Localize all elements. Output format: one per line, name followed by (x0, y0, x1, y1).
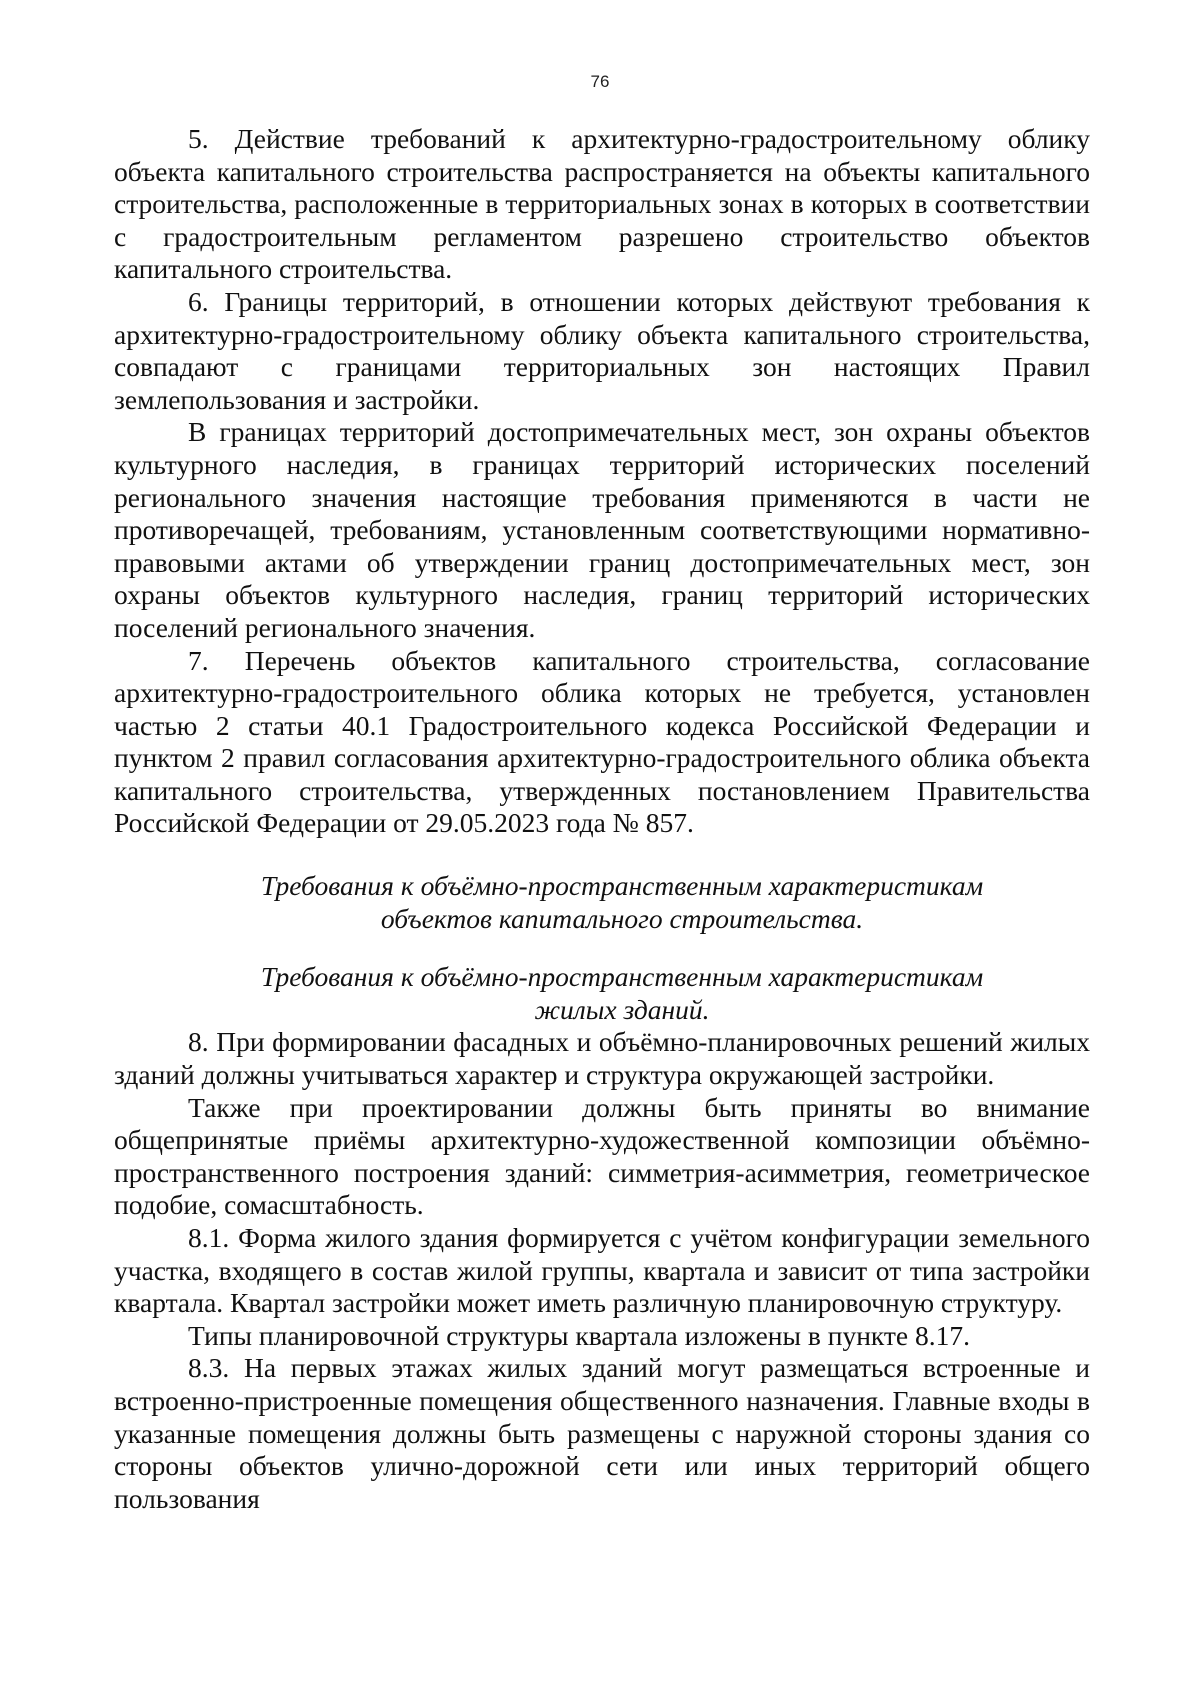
heading-line: объектов капитального строительства. (380, 902, 864, 934)
paragraph-8-1: 8.1. Форма жилого здания формируется с учётом конфигурации земельного участка, входящего в состав жилой группы, квартала и зависит от типа застройки квартала. Квартал застройки может иметь различную планировочную структуру. (114, 1222, 1090, 1319)
paragraph-8-3: 8.3. На первых этажах жилых зданий могут размещаться встроенные и встроенно-пристроенные помещения общественного назначения. Главные входы в указанные помещения должны быть размещены с наружной стороны здания со стороны объектов улично-дорожной сети или иных территорий общего пользования (114, 1352, 1090, 1514)
paragraph-6-continued: В границах территорий достопримечательных мест, зон охраны объектов культурного наследия, в границах территорий исторических поселений регионального значения настоящие требования применяются в части не противоречащей, требованиям, установленным соответствующими нормативно-правовыми актами об утверждении границ достопримечательных мест, зон охраны объектов культурного наследия, границ территорий исторических поселений регионального значения. (114, 416, 1090, 643)
section-heading-capital-construction (114, 870, 1090, 935)
page-number: 76 (590, 72, 610, 91)
paragraph-5: 5. Действие требований к архитектурно-градостроительному облику объекта капитального строительства распространяется на объекты капитального строительства, расположенные в территориальных зонах в которых в соответствии с градостроительным регламентом разрешено строительство объектов капитального строительства. (114, 123, 1090, 285)
paragraph-7: 7. Перечень объектов капитального строительства, согласование архитектурно-градостроительного облика которых не требуется, установлен частью 2 статьи 40.1 Градостроительного кодекса Российской Федерации и пунктом 2 правил согласования архитектурно-градостроительного облика объекта капитального строительства, утвержденных постановлением Правительства Российской Федерации от 29.05.2023 года № 857. (114, 644, 1090, 839)
paragraph-8-1-continued: Типы планировочной структуры квартала изложены в пункте 8.17. (188, 1319, 971, 1351)
paragraph-8-continued: Также при проектировании должны быть приняты во внимание общепринятые приёмы архитектурно-художественной композиции объёмно-пространственного построения зданий: симметрия-асимметрия, геометрическое подобие, сомасштабность. (114, 1091, 1090, 1221)
heading-line: Требования к объёмно-пространственным характеристикам (260, 870, 984, 902)
heading-line: жилых зданий. (534, 993, 710, 1025)
heading-line: Требования к объёмно-пространственным характеристикам (260, 961, 984, 993)
paragraph-8: 8. При формировании фасадных и объёмно-планировочных решений жилых зданий должны учитываться характер и структура окружающей застройки. (114, 1026, 1090, 1091)
section-heading-residential-buildings (114, 961, 1090, 1026)
paragraph-6: 6. Границы территорий, в отношении которых действуют требования к архитектурно-градостроительному облику объекта капитального строительства, совпадают с границами территориальных зон настоящих Правил землепользования и застройки. (114, 285, 1090, 415)
document-body (114, 123, 1090, 1515)
